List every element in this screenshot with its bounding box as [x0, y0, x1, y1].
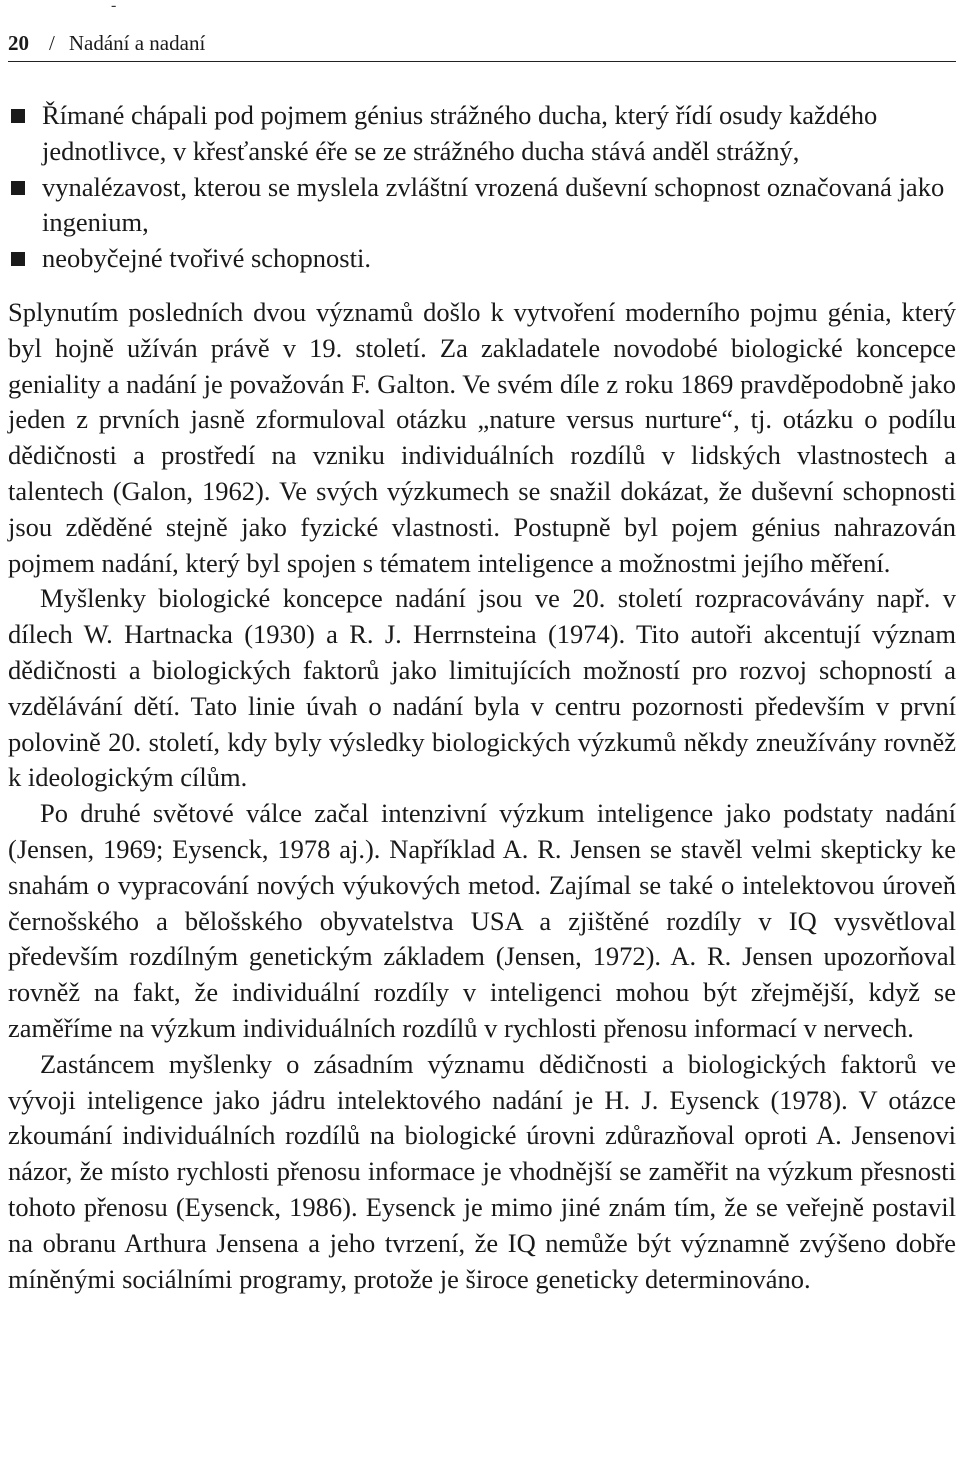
- top-edge-mark: -: [111, 0, 117, 14]
- page-number: 20: [8, 31, 29, 55]
- header-separator: /: [49, 31, 55, 55]
- bullet-list: [8, 98, 956, 277]
- paragraph: Myšlenky biologické koncepce nadání jsou ve 20. století rozpracovávány např. v dílech W. Hartnacka (1930) a R. J. Herrnsteina (1974). Tito autoři akcentují význam dědičnosti a biologických faktorů jako limitujících možností pro rozvoj schopností a vzdělávání dětí. Tato linie úvah o nadání byla v centru pozornosti především v první polovině 20. století, kdy byly výsledky biologických výzkumů někdy zneužívány rovněž k ideologickým cílům.: [8, 583, 956, 793]
- paragraph: Po druhé světové válce začal intenzivní výzkum inteligence jako podstaty nadání (Jensen, 1969; Eysenck, 1978 aj.). Například A. R. Jensen se stavěl velmi skepticky ke snahám o vypracování nových výukových metod. Zajímal se také o intelektovou úroveň černošského a bělošského obyvatelstva USA a zjištěné rozdíly v IQ vysvětloval především rozdílným genetickým základem (Jensen, 1972). A. R. Jensen upozorňoval rovněž na fakt, že individuální rozdíly v inteligenci mohou být zřejmější, když se zaměříme na výzkum individuálních rozdílů v rychlosti přenosu informací v nervech.: [8, 798, 956, 1043]
- list-item: [8, 98, 956, 170]
- list-item: [8, 241, 956, 277]
- list-item: [8, 170, 956, 242]
- list-item-text: Římané chápali pod pojmem génius strážného ducha, který řídí osudy každého jednotlivce, v křesťanské éře se ze strážného ducha stává anděl strážný,: [42, 100, 878, 166]
- bullet-square-icon: [11, 109, 25, 123]
- paragraph: Splynutím posledních dvou významů došlo k vytvoření moderního pojmu génia, který byl hojně užíván právě v 19. století. Za zakladatele novodobé biologické koncepce geniality a nadání je považován F. Galton. Ve svém díle z roku 1869 pravděpodobně jako jeden z prvních jasně zformuloval otázku „nature versus nurture“, tj. otázku o podílu dědičnosti a prostředí na vzniku individuálních rozdílů v lidských vlastnostech a talentech (Galon, 1962). Ve svých výzkumech se snažil dokázat, že duševní schopnosti jsou zděděné stejně jako fyzické vlastnosti. Postupně byl pojem génius nahrazován pojmem nadání, který byl spojen s tématem inteligence a možnostmi jejího měření.: [8, 296, 956, 578]
- running-title: Nadání a nadaní: [68, 31, 206, 55]
- bullet-square-icon: [11, 252, 25, 266]
- list-item-text: vynalézavost, kterou se myslela zvláštní vrozená duševní schopnost označovaná jako ingenium,: [42, 171, 945, 238]
- page-header: [8, 29, 956, 62]
- list-item-text: neobyčejné tvořivé schopnosti.: [42, 243, 371, 274]
- paragraph: Zastáncem myšlenky o zásadním významu dědičnosti a biologických faktorů ve vývoji inteligence jako jádru intelektového nadání je H. J. Eysenck (1978). V otázce zkoumání individuálních rozdílů na biologické úrovni zdůrazňoval oproti A. Jensenovi názor, že místo rychlosti přenosu informace je vhodnější se zaměřit na výzkum přesnosti tohoto přenosu (Eysenck, 1986). Eysenck je mimo jiné znám tím, že se veřejně postavil na obranu Arthura Jensena a jeho tvrzení, že IQ nemůže být významně zvýšeno dobře míněnými sociálními programy, protože je široce geneticky determinováno.: [8, 1048, 956, 1294]
- bullet-square-icon: [11, 181, 25, 195]
- page-body: [8, 98, 956, 1297]
